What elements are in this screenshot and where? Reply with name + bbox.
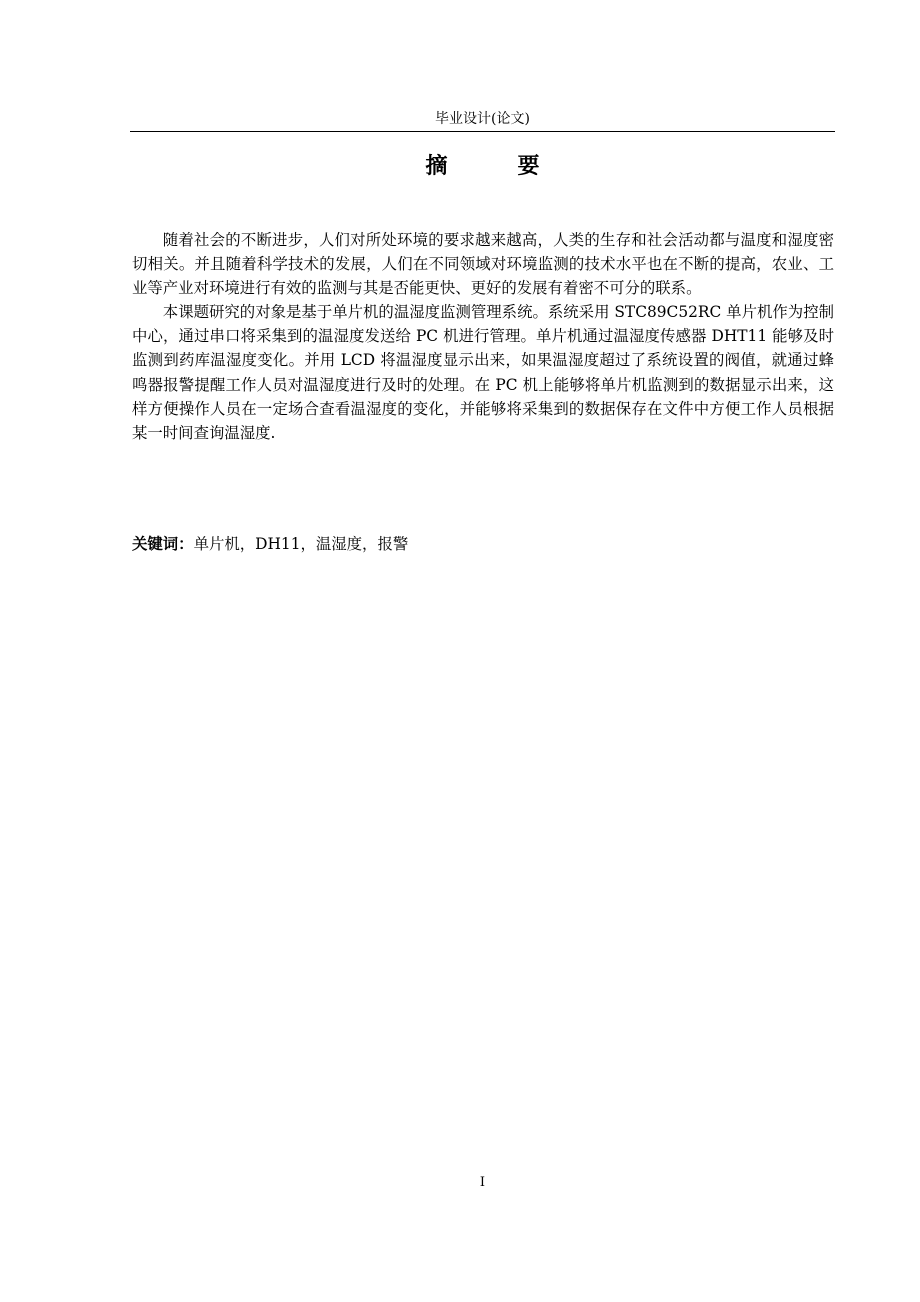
keywords-line (132, 532, 408, 556)
header-rule (130, 131, 835, 132)
abstract-title: 摘 要 (425, 154, 564, 179)
running-header: 毕业设计(论文) (435, 111, 530, 127)
abstract-paragraph-2: 本课题研究的对象是基于单片机的温湿度监测管理系统。系统采用 STC89C52RC 单片机作为控制中心，通过串口将采集到的温湿度发送给 PC 机进行管理。单片机通过温湿度传感器 DHT11 能够及时监测到药库温湿度变化。并用 LCD 将温湿度显示出来，如果温湿度超过了系统设置的阀值，就通过蜂鸣器报警提醒工作人员对温湿度进行及时的处理。在 PC 机上能够将单片机监测到的数据显示出来，这样方便操作人员在一定场合查看温湿度的变化，并能够将采集到的数据保存在文件中方便工作人员根据某一时间查询温湿度. (132, 303, 834, 442)
keywords-value: 单片机，DH11，温湿度，报警 (193, 535, 409, 553)
abstract-body (132, 228, 834, 445)
page-number: I (479, 1175, 486, 1190)
keywords-label: 关键词： (132, 535, 194, 553)
abstract-paragraph-1: 随着社会的不断进步，人们对所处环境的要求越来越高，人类的生存和社会活动都与温度和湿度密切相关。并且随着科学技术的发展，人们在不同领域对环境监测的技术水平也在不断的提高，农业、工业等产业对环境进行有效的监测与其是否能更快、更好的发展有着密不可分的联系。 (132, 231, 834, 298)
